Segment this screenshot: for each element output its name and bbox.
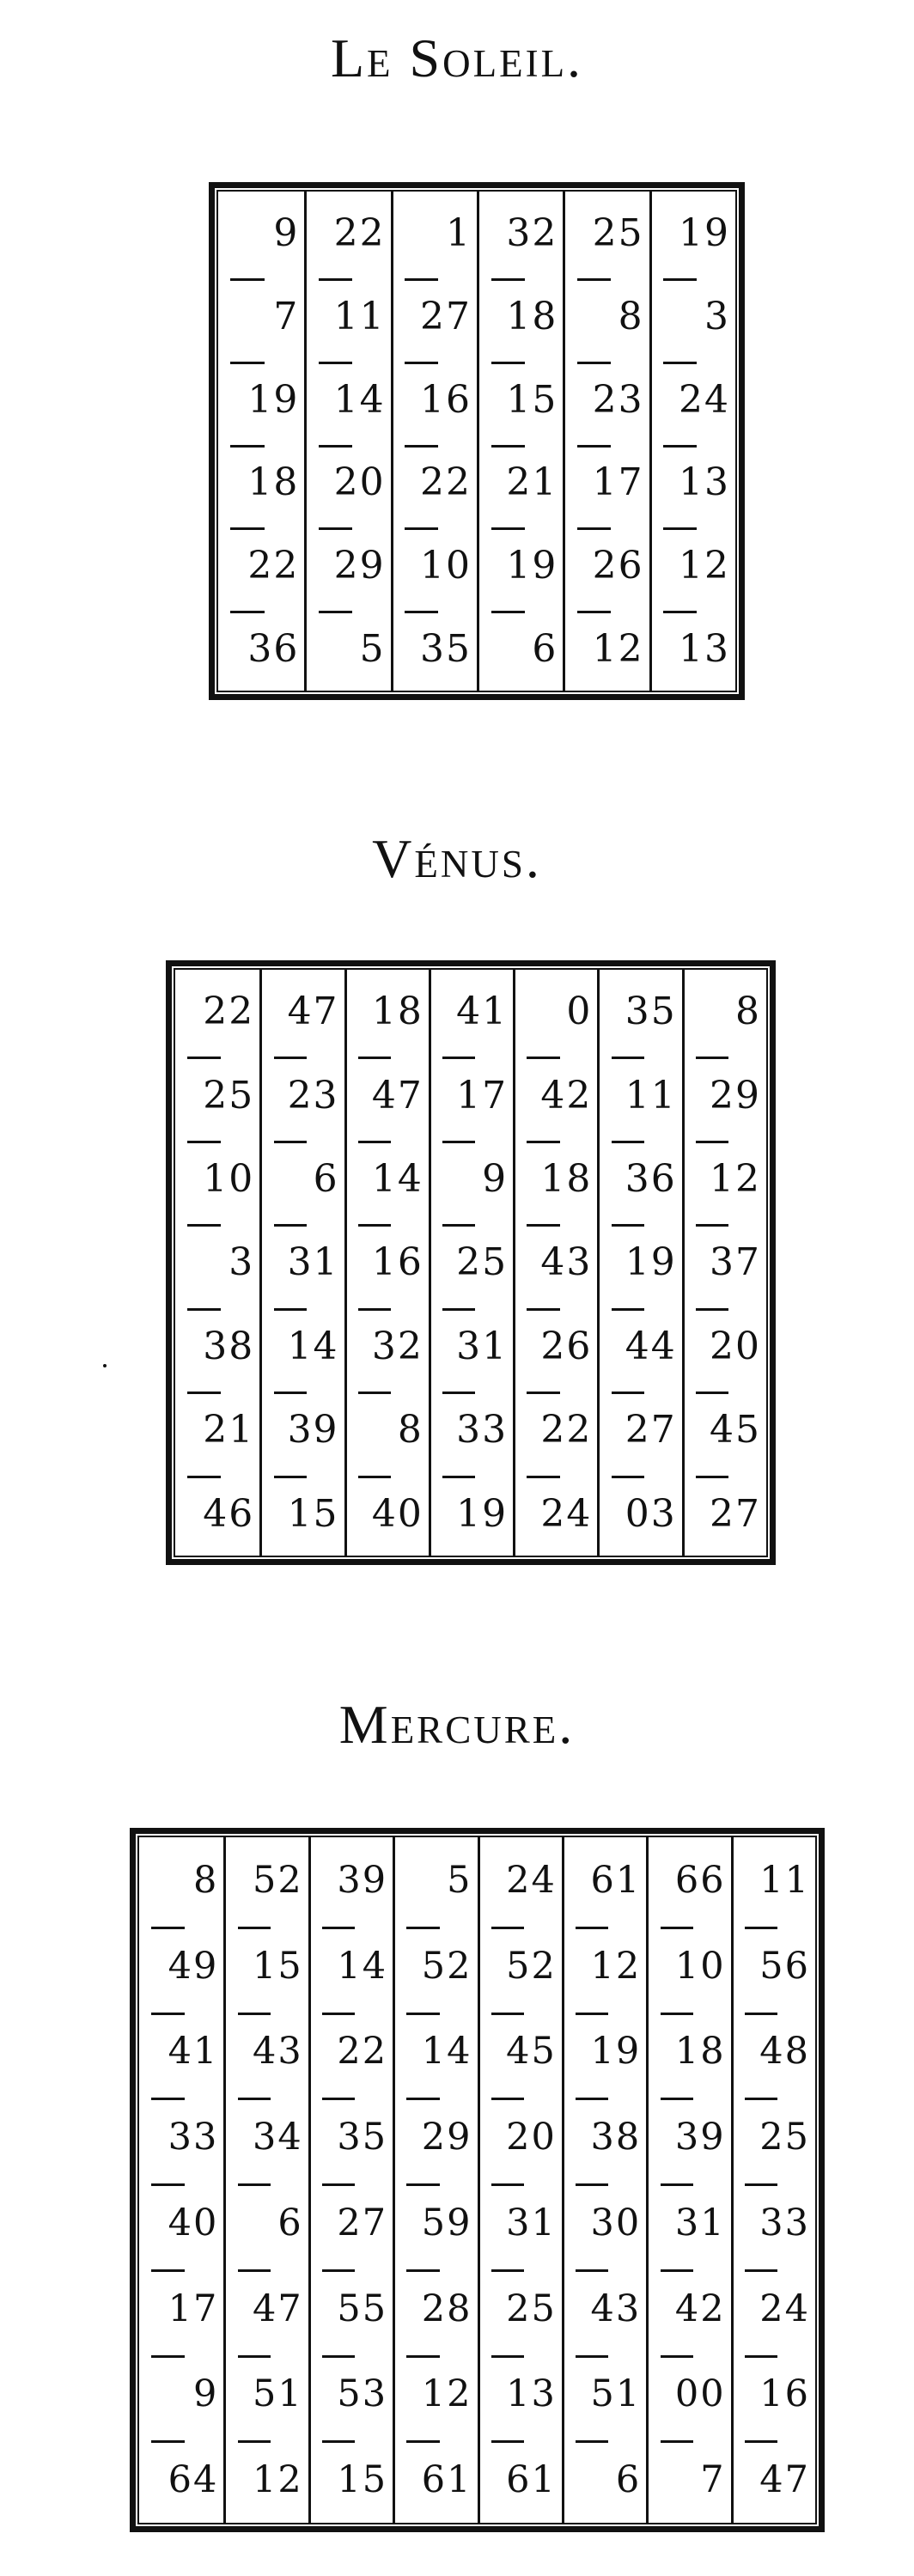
square-cell: 27 (308, 2180, 393, 2266)
square-cell: 20 (304, 442, 390, 525)
square-cell: 20 (682, 1305, 766, 1388)
square-cell: 8 (193, 1858, 219, 1902)
square-cell: 6 (259, 1137, 344, 1221)
square-cell: 42 (646, 2266, 730, 2352)
square-cell: 11 (731, 1837, 815, 1923)
square-cell: 21 (477, 442, 563, 525)
square-cell: 15 (477, 358, 563, 442)
square-cell: 18 (477, 275, 563, 358)
square-cell: 19 (218, 358, 304, 442)
square-cell: 12 (682, 1137, 766, 1221)
square-cell: 6 (223, 2180, 308, 2266)
square-cell: 35 (391, 607, 477, 691)
square-cell: 37 (682, 1221, 766, 1304)
square-cell: 18 (513, 1137, 597, 1221)
square-cell: 16 (391, 358, 477, 442)
square-cell: 36 (218, 607, 304, 691)
square-cell: 27 (391, 275, 477, 358)
square-cell: 9 (139, 2352, 223, 2438)
square-cell: 14 (344, 1137, 429, 1221)
square-cell: 44 (597, 1305, 681, 1388)
square-cell: 3 (649, 275, 735, 358)
square-cell: 25 (429, 1221, 513, 1304)
square-cell: 30 (562, 2180, 646, 2266)
square-cell: 0 (513, 970, 597, 1053)
square-cell: 35 (308, 2094, 393, 2180)
square-cell: 8 (344, 1388, 429, 1471)
square-cell: 27 (597, 1388, 681, 1471)
square-cell: 14 (308, 1923, 393, 2009)
square-cell: 22 (304, 192, 390, 275)
square-cell: 52 (223, 1837, 308, 1923)
grid-venus (172, 966, 770, 1559)
square-cell: 8 (682, 970, 766, 1053)
square-cell: 53 (308, 2352, 393, 2438)
square-cell: 20 (478, 2094, 562, 2180)
square-cell: 6 (562, 2437, 646, 2523)
stray-dot (103, 1364, 107, 1367)
square-cell: 24 (478, 1837, 562, 1923)
square-cell: 28 (393, 2266, 477, 2352)
square-cell: 3 (175, 1221, 259, 1304)
square-cell: 15 (223, 1923, 308, 2009)
square-cell: 45 (682, 1388, 766, 1471)
square-cell: 5 (304, 607, 390, 691)
square-cell: 18 (218, 442, 304, 525)
square-cell: 64 (139, 2437, 223, 2523)
square-cell: 22 (218, 524, 304, 607)
square-cell: 47 (223, 2266, 308, 2352)
square-cell: 31 (429, 1305, 513, 1388)
square-cell: 52 (393, 1923, 477, 2009)
square-cell: 38 (562, 2094, 646, 2180)
square-cell: 25 (478, 2266, 562, 2352)
square-cell: 33 (731, 2180, 815, 2266)
square-cell: 55 (308, 2266, 393, 2352)
square-cell: 29 (682, 1053, 766, 1136)
square-cell: 31 (259, 1221, 344, 1304)
square-cell: 11 (304, 275, 390, 358)
square-cell: 51 (562, 2352, 646, 2438)
square-cell: 21 (175, 1388, 259, 1471)
square-cell: 23 (259, 1053, 344, 1136)
square-cell: 34 (223, 2094, 308, 2180)
square-cell: 52 (478, 1923, 562, 2009)
square-cell: 22 (391, 442, 477, 525)
square-cell: 31 (478, 2180, 562, 2266)
square-cell: 22 (203, 990, 255, 1034)
square-cell: 00 (646, 2352, 730, 2438)
square-cell: 10 (391, 524, 477, 607)
square-cell: 12 (393, 2352, 477, 2438)
square-cell: 19 (597, 1221, 681, 1304)
square-cell: 03 (597, 1472, 681, 1556)
square-cell: 31 (646, 2180, 730, 2266)
square-cell: 66 (646, 1837, 730, 1923)
square-cell: 51 (223, 2352, 308, 2438)
square-cell: 18 (646, 2009, 730, 2095)
square-cell: 6 (477, 607, 563, 691)
square-cell: 14 (304, 358, 390, 442)
square-cell: 19 (477, 524, 563, 607)
magic-square-venus (166, 960, 776, 1565)
square-cell: 13 (478, 2352, 562, 2438)
square-cell: 26 (563, 524, 649, 607)
square-cell: 43 (562, 2266, 646, 2352)
square-cell: 23 (563, 358, 649, 442)
square-cell: 39 (259, 1388, 344, 1471)
square-cell: 56 (731, 1923, 815, 2009)
square-cell: 40 (344, 1472, 429, 1556)
square-cell: 24 (731, 2266, 815, 2352)
square-cell: 7 (646, 2437, 730, 2523)
square-cell: 43 (513, 1221, 597, 1304)
square-cell: 10 (175, 1137, 259, 1221)
square-cell: 25 (175, 1053, 259, 1136)
square-cell: 61 (478, 2437, 562, 2523)
square-cell: 16 (731, 2352, 815, 2438)
square-cell: 16 (344, 1221, 429, 1304)
square-cell: 25 (731, 2094, 815, 2180)
square-cell: 11 (597, 1053, 681, 1136)
square-cell: 61 (562, 1837, 646, 1923)
square-cell: 9 (429, 1137, 513, 1221)
title-soleil: Le Soleil. (330, 27, 584, 88)
square-cell: 8 (563, 275, 649, 358)
square-cell: 12 (223, 2437, 308, 2523)
square-cell: 1 (391, 192, 477, 275)
square-cell: 47 (259, 970, 344, 1053)
square-cell: 12 (649, 524, 735, 607)
square-cell: 19 (649, 192, 735, 275)
square-cell: 7 (218, 275, 304, 358)
magic-square-mercure (130, 1828, 825, 2532)
square-cell: 29 (304, 524, 390, 607)
square-cell: 5 (393, 1837, 477, 1923)
square-cell: 25 (563, 192, 649, 275)
square-cell: 42 (513, 1053, 597, 1136)
square-cell: 49 (139, 1923, 223, 2009)
title-venus: Vénus. (372, 828, 542, 889)
square-cell: 27 (682, 1472, 766, 1556)
square-cell: 10 (646, 1923, 730, 2009)
square-cell: 22 (308, 2009, 393, 2095)
square-cell: 14 (259, 1305, 344, 1388)
square-cell: 41 (429, 970, 513, 1053)
title-mercure: Mercure. (338, 1694, 576, 1755)
square-cell: 24 (513, 1472, 597, 1556)
square-cell: 41 (139, 2009, 223, 2095)
square-cell: 19 (429, 1472, 513, 1556)
square-cell: 33 (139, 2094, 223, 2180)
square-cell: 40 (139, 2180, 223, 2266)
square-cell: 12 (562, 1923, 646, 2009)
square-cell: 15 (308, 2437, 393, 2523)
square-cell: 47 (344, 1053, 429, 1136)
square-cell: 36 (597, 1137, 681, 1221)
square-cell: 43 (223, 2009, 308, 2095)
square-cell: 47 (731, 2437, 815, 2523)
square-cell: 17 (139, 2266, 223, 2352)
square-cell: 13 (649, 607, 735, 691)
square-cell: 59 (393, 2180, 477, 2266)
square-cell: 26 (513, 1305, 597, 1388)
square-cell: 35 (597, 970, 681, 1053)
square-cell: 39 (646, 2094, 730, 2180)
square-cell: 13 (649, 442, 735, 525)
square-cell: 61 (393, 2437, 477, 2523)
square-cell: 32 (344, 1305, 429, 1388)
magic-square-soleil (209, 182, 745, 700)
square-cell: 17 (563, 442, 649, 525)
square-cell: 32 (477, 192, 563, 275)
square-cell: 12 (563, 607, 649, 691)
square-cell: 19 (562, 2009, 646, 2095)
square-cell: 38 (175, 1305, 259, 1388)
square-cell: 45 (478, 2009, 562, 2095)
square-cell: 18 (344, 970, 429, 1053)
square-cell: 9 (273, 210, 300, 255)
square-cell: 17 (429, 1053, 513, 1136)
square-cell: 48 (731, 2009, 815, 2095)
square-cell: 39 (308, 1837, 393, 1923)
square-cell: 24 (649, 358, 735, 442)
square-cell: 14 (393, 2009, 477, 2095)
square-cell: 29 (393, 2094, 477, 2180)
square-cell: 33 (429, 1388, 513, 1471)
grid-mercure (136, 1834, 819, 2526)
square-cell: 15 (259, 1472, 344, 1556)
square-cell: 46 (175, 1472, 259, 1556)
square-cell: 22 (513, 1388, 597, 1471)
grid-soleil (215, 188, 739, 694)
